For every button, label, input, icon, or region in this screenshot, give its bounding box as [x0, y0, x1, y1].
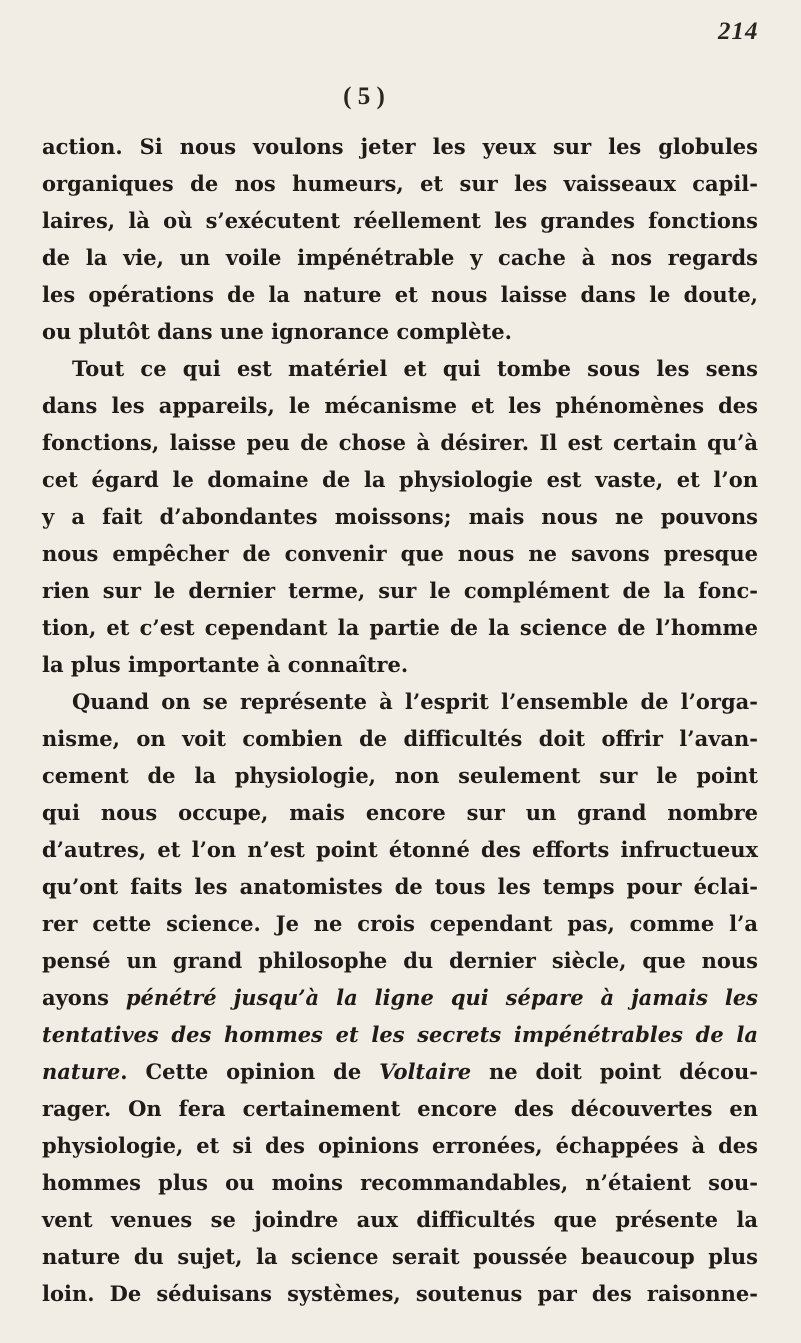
text-line: cet égard le domaine de la physiologie est vaste, et l’on	[42, 467, 758, 492]
italic-quote: nature	[42, 1059, 121, 1084]
text-line: qui nous occupe, mais encore sur un grand nombre	[42, 800, 758, 825]
italic-quote: pénétré jusqu’à la ligne qui sépare à jamais les	[125, 985, 758, 1010]
text-line: ou plutôt dans une ignorance complète.	[42, 319, 512, 344]
text-line: la plus importante à connaître.	[42, 652, 409, 677]
text-line: Tout ce qui est matériel et qui tombe sous les sens	[72, 356, 758, 381]
text-line: nous empêcher de convenir que nous ne savons presque	[42, 541, 758, 566]
folio-corner-number: 214	[718, 18, 759, 45]
text-line: y a fait d’abondantes moissons; mais nous ne pouvons	[42, 504, 758, 529]
body-text	[42, 128, 758, 1312]
text-line: rer cette science. Je ne crois cependant pas, comme l’a	[42, 911, 758, 936]
text-line: hommes plus ou moins recommandables, n’étaient sou-	[42, 1170, 758, 1195]
text-line	[42, 979, 758, 1016]
text-line: Quand on se représente à l’esprit l’ensemble de l’orga-	[72, 689, 758, 714]
text-line: d’autres, et l’on n’est point étonné des efforts infructueux	[42, 837, 758, 862]
text-span: . Cette opinion de	[120, 1059, 380, 1084]
text-line: qu’ont faits les anatomistes de tous les temps pour éclai-	[42, 874, 758, 899]
text-line: organiques de nos humeurs, et sur les vaisseaux capil-	[42, 171, 758, 196]
text-line: pensé un grand philosophe du dernier siècle, que nous	[42, 948, 758, 973]
text-line: nisme, on voit combien de difficultés doit offrir l’avan-	[42, 726, 758, 751]
page-number: ( 5 )	[343, 83, 385, 110]
text-line: rien sur le dernier terme, sur le complément de la fonc-	[42, 578, 758, 603]
text-line: les opérations de la nature et nous laisse dans le doute,	[42, 282, 758, 307]
text-span: ne doit point décou-	[471, 1059, 759, 1084]
text-line: dans les appareils, le mécanisme et les phénomènes des	[42, 393, 758, 418]
italic-quote: tentatives des hommes et les secrets impénétrables de la	[42, 1022, 758, 1047]
text-line: physiologie, et si des opinions erronées, échappées à des	[42, 1133, 758, 1158]
text-line: laires, là où s’exécutent réellement les grandes fonctions	[42, 208, 758, 233]
text-line	[42, 1053, 758, 1090]
text-line: fonctions, laisse peu de chose à désirer. Il est certain qu’à	[42, 430, 758, 455]
text-line: cement de la physiologie, non seulement sur le point	[42, 763, 758, 788]
text-line: nature du sujet, la science serait poussée beaucoup plus	[42, 1244, 758, 1269]
italic-name: Voltaire	[379, 1059, 472, 1084]
text-line: rager. On fera certainement encore des découvertes en	[42, 1096, 758, 1121]
text-line: de la vie, un voile impénétrable y cache à nos regards	[42, 245, 758, 270]
text-span: ayons	[42, 985, 126, 1010]
text-line: loin. De séduisans systèmes, soutenus par des raisonne-	[42, 1281, 758, 1306]
text-line: vent venues se joindre aux difficultés que présente la	[42, 1207, 758, 1232]
text-line: tion, et c’est cependant la partie de la science de l’homme	[42, 615, 758, 640]
text-line: action. Si nous voulons jeter les yeux sur les globules	[42, 134, 758, 159]
